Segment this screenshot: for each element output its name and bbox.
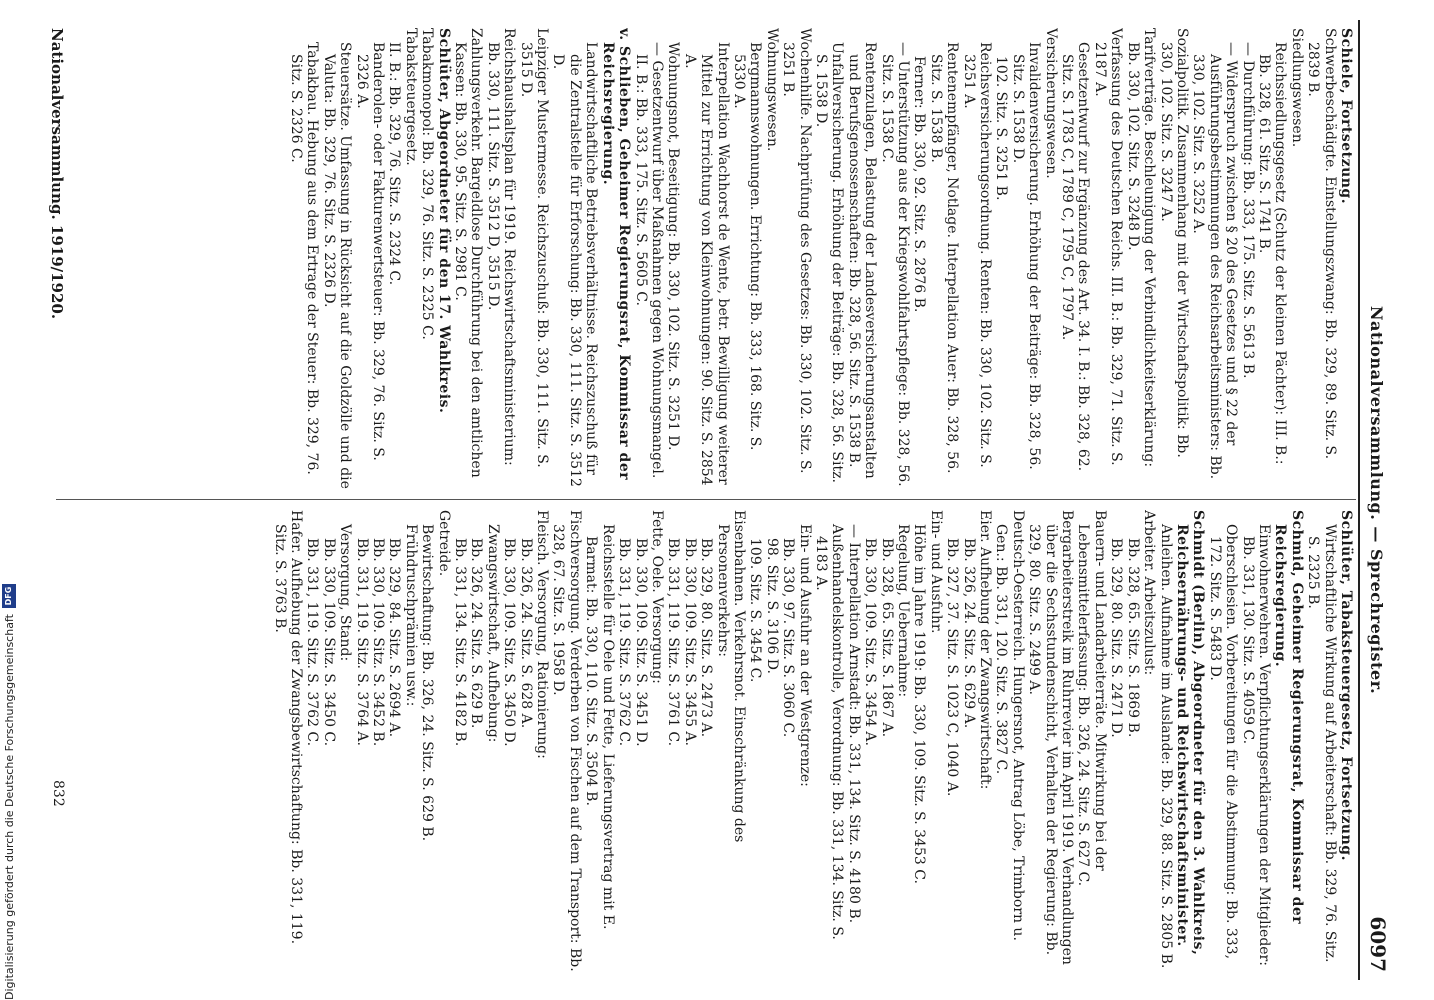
index-entry: Deutsch-Oesterreich. Hungersnot, Antrag Löbe, Trimborn u. Gen.: Bb. 331, 120. Sitz. S. 3827 C. [993,510,1026,941]
index-entry: Reichssiedlungsgesetz (Schutz der kleinen Pächter): III. B.: Bb. 328, 61. Sitz. S. 1741 B. [1255,42,1289,465]
left-column [74,28,1354,490]
index-entry: Bb. 326, 24. Sitz. S. 629 A. [960,538,977,729]
index-entry: Ein- und Ausfuhr. [927,510,944,634]
index-entry: — Unterstützung aus der Kriegswohlfahrtspflege: Bb. 328, 56. Sitz. S. 1538 C. [878,42,912,487]
index-entry: Bb. 328, 65. Sitz. S. 1869 B. [1124,538,1141,738]
index-entry: Bb. 329, 84. Sitz. S. 2694 A. [386,538,403,738]
index-entry: Getreide. [435,510,452,577]
index-entry: Außenhandelskontrolle, Verordnung: Bb. 331, 134. Sitz. S. 4183 A. [813,524,846,940]
index-entry: Schlüter, Abgeordneter für den 17. Wahlkreis. [435,28,452,414]
index-entry: Gesetzentwurf zur Ergänzung des Art. 34. I. B.: Bb. 328, 62. Sitz. S. 1783 C, 1789 C, 1795 C, 1797 A. [1059,42,1092,472]
index-entry: Eier. Aufhebung der Zwangswirtschaft: [977,510,994,790]
index-entry: Bb. 331, 119. Sitz. S. 3764 A. [353,538,370,746]
index-entry: Bergarbeiterstreik im Ruhrrevier im April 1919. Verhandlungen über die Sechsstundenschicht, Verhalten der Regierung: Bb. 329, 80. Sitz. S. 2499 A. [1026,510,1076,965]
index-entry: Wohnungswesen. [763,28,780,152]
index-entry: Tarifverträge. Beschleunigung der Verbindlichkeitserklärung: Bb. 330, 102. Sitz. S. 3248 D. [1124,28,1158,468]
index-entry: Bb. 330, 109. Sitz. S. 3450 C. [320,538,337,747]
index-entry: 109. Sitz. S. 3454 C. [747,538,764,683]
index-entry: Zwangswirtschaft, Aufhebung: [484,524,501,743]
index-entry: Bb. 326, 24. Sitz. S. 629 B. [468,538,485,729]
index-entry: Bb. 330, 109. Sitz. S. 3451 D. [632,538,649,747]
index-entry: II. B.: Bb. 329, 76. Sitz. S. 2324 C. [386,42,403,286]
index-entry: Oberschlesien. Vorbereitungen für die Abstimmung: Bb. 333, 172. Sitz. S. 5483 D. [1206,524,1240,960]
index-entry: Eisenbahnen. Verkehrsnot. Einschränkung des Personenverkehrs: [714,510,747,843]
digitization-note [0,10,18,1000]
page-title: Nationalversammlung. — Sprechregister. [1367,305,1386,695]
index-entry: Bb. 328, 65. Sitz. S. 1867 A. [878,538,895,738]
index-entry: Zahlungsverkehr. Bargeldlose Durchführung bei den amtlichen Kassen: Bb. 330, 95. Sitz. S. 2981 C. [452,28,485,478]
index-entry: Reichsversicherungsordnung. Renten: Bb. 330, 102. Sitz. S. 3251 A. [960,42,994,468]
index-entry: 102. Sitz. S. 3251 B. [993,56,1010,201]
index-entry: Banderolen- oder Fakturenwertsteuer: Bb. 329, 76. Sitz. S. 2326 A. [353,42,387,461]
index-entry: v. Schlieben, Geheimer Regierungsrat, Kommissar der Reichsregierung. [599,28,633,481]
index-entry: Bewirtschaftung: Bb. 326, 24. Sitz. S. 629 B. [419,524,436,842]
index-entry: Bb. 331, 119. Sitz. S. 3761 C. [665,538,682,747]
index-entry: Einwohnerwehren. Verpflichtungserklärungen der Mitglieder: Bb. 331, 130. Sitz. S. 4059 C. [1239,524,1272,966]
index-entry: Versicherungswesen. [1042,28,1059,179]
index-entry: Schlüter, Tabaksteuergesetz, Fortsetzung. [1338,510,1354,861]
index-entry: — Widerspruch zwischen § 20 des Gesetzes und § 22 der Ausführungsbestimmungen des Reichsarbeitsministers: Bb. 330, 102. Sitz. S. 3252 A. [1190,42,1240,480]
index-entry: Rentenzulagen, Belastung der Landesversicherungsanstalten und Berufsgenossenschaften: Bb. 328, 56. Sitz. S. 1538 B. [845,42,879,479]
index-entry: Bb. 331, 119. Sitz. S. 3762 C. [304,538,321,747]
index-entry: Rentenempfänger, Notlage. Interpellation Auer: Bb. 328, 56. Sitz. S. 1538 B. [927,42,961,474]
index-entry: Arbeiter. Arbeitszulust: [1141,510,1158,676]
index-entry: Tabaksteuergesetz. [402,28,419,166]
index-entry: Ein- und Ausfuhr an der Westgrenze: [796,524,813,787]
index-entry: Tabakbau. Hebung aus dem Ertrage der Steuer: Bb. 329, 76. Sitz. S. 2326 C. [288,42,321,475]
index-entry: Wohnungsnot, Beseitigung: Bb. 330, 102. Sitz. S. 3251 D. [665,42,682,451]
index-entry: Wirtschaftliche Wirkung auf Arbeiterschaft: Bb. 329, 76. Sitz. S. 2325 B. [1305,524,1338,963]
index-entry: Anleihen. Aufnahme im Auslande: Bb. 329, 88. Sitz. S. 2805 B. [1157,524,1174,969]
index-entry: Steuersätze. Umfassung in Rücksicht auf die Goldzölle und die Valuta: Bb. 329, 76. Sitz. S. 2326 D. [320,42,354,489]
index-entry: Bb. 326, 24. Sitz. S. 628 A. [517,538,534,729]
index-entry: Bb. 330, 109. Sitz. S. 3452 B. [370,538,387,747]
index-entry: Bergmannswohnungen. Errichtung: Bb. 333, 168. Sitz. S. 5330 A. [730,42,764,451]
index-entry: Bb. 330, 109. Sitz. S. 3450 D. [501,538,518,747]
index-entry: Bb. 329, 80. Sitz. S. 2471 D. [1108,538,1125,738]
digitization-text: Digitalisierung gefördert durch die Deutsche Forschungsgemeinschaft [2,614,16,1000]
index-entry: — Interpellation Arnstadt: Bb. 331, 134. Sitz. S. 4180 B. [845,524,862,924]
index-entry: Bb. 331, 134. Sitz. S. 4182 B. [452,538,469,747]
index-entry: Bb. 329, 80. Sitz. S. 2473 A. [698,538,715,738]
index-entry: Bauern- und Landarbeiterräte. Mitwirkung bei der Lebensmittelerfassung: Bb. 326, 24. Sitz. S. 627 C. [1075,510,1108,887]
scanned-page [40,20,1400,980]
index-entry: Wochenhilfe. Nachprüfung des Gesetzes: Bb. 330, 102. Sitz. S. 3251 B. [780,28,813,474]
index-entry: Tabakmonopol: Bb. 329, 76. Sitz. S. 2325 C. [419,28,436,340]
index-entry: Bb. 330, 109. Sitz. S. 3454 A. [862,538,879,746]
index-entry: Verfassung des Deutschen Reichs. III. B.: Bb. 329, 71. Sitz. S. 2187 A. [1091,28,1125,466]
index-entry: 98. Sitz. S. 3106 D. [763,538,780,674]
page-number: 6097 [1366,916,1390,972]
index-entry: Landwirtschaftliche Betriebsverhältnisse. Reichszuschuß für die Zentralstelle für Erforschung: Bb. 330, 111. Sitz. S. 3512 D. [550,42,600,487]
index-entry: Invalidenversicherung. Erhöhung der Beiträge: Bb. 328, 56. Sitz. S. 1538 D. [1009,42,1043,470]
index-entry: — Gesetzentwurf über Maßnahmen gegen Wohnungsmangel. II. B.: Bb. 333, 175. Sitz. S. 5605 C. [632,42,665,479]
column-divider [56,499,1356,500]
index-entry: Siedlungswesen. [1288,28,1305,148]
index-entry: Bb. 330, 109. Sitz. S. 3455 A. [681,538,698,746]
index-entry: Frühdruschprämien usw.: [402,524,419,707]
index-entry: Interpellation Wachhorst de Wente, betr. Bewilligung weiterer Mittel zur Errichtung von Kleinwohnungen: 90. Sitz. S. 2854 A. [681,42,731,486]
index-entry: Höhe im Jahre 1919: Bb. 330, 109. Sitz. S. 3453 C. [911,524,928,884]
index-entry: Hafer. Aufhebung der Zwangsbewirtschaftung: Bb. 331, 119. Sitz. S. 3763 B. [271,510,304,945]
index-entry: Bb. 330, 97. Sitz. S. 3060 C. [780,538,797,738]
index-entry: Unfallversicherung. Erhöhung der Beiträge: Bb. 328, 56. Sitz. S. 1538 D. [813,42,846,483]
index-entry: Fischversorgung. Verderben von Fischen auf dem Transport: Bb. 328, 67. Sitz. S. 1958 D. [550,510,583,972]
index-entry: Ferner: Bb. 330, 92. Sitz. S. 2876 B. [911,56,928,313]
index-entry: Bb. 331, 119. Sitz. S. 3762 C. [616,538,633,747]
index-entry: Fleisch. Versorgung, Rationierung: [534,510,551,759]
right-column [74,510,1354,972]
index-entry: Sozialpolitik. Zusammenhang mit der Wirtschaftspolitik: Bb. 330, 102. Sitz. S. 3247 A. [1157,28,1190,458]
index-entry: Schmid, Geheimer Regierungsrat, Kommissar der Reichsregierung. [1272,510,1305,925]
index-entry: Regelung, Uebernahme: [895,524,912,698]
index-entry: Reichsstelle für Oele und Fette, Lieferungsvertrag mit E. Barmat: Bb. 330, 110. Sitz. S. 3504 B. [583,524,616,930]
index-entry: Schwerbeschädigte. Einstellungszwang: Bb. 329, 89. Sitz. S. 2839 B. [1305,28,1338,460]
dfg-logo-icon: DFG [2,584,16,608]
page-header [1358,20,1400,980]
index-entry: Leipziger Mustermesse. Reichszuschuß: Bb. 330, 111. Sitz. S. 3515 D. [517,28,551,468]
footer-sheet-number: 832 [50,780,66,807]
footer-volume-label: Nationalversammlung. 1919/1920. [48,28,66,320]
index-entry: Schmidt (Berlin), Abgeordneter für den 3. Wahlkreis, Reichsernährungs- und Reichswirtschaftsminister. [1173,510,1207,956]
index-entry: Schiele, Fortsetzung. [1338,28,1354,205]
index-entry: Versorgung, Stand: [337,524,354,662]
index-entry: Fette, Oele. Versorgung: [648,510,665,684]
index-entry: Reichshaushaltsplan für 1919. Reichswirtschaftsministerium: Bb. 330, 111. Sitz. S. 3512 D, 3515 D. [484,28,518,466]
index-entry: Bb. 327, 37. Sitz. S. 1023 C, 1040 A. [944,538,961,797]
index-entry: — Durchführung: Bb. 333, 175. Sitz. S. 5613 B. [1239,42,1256,379]
